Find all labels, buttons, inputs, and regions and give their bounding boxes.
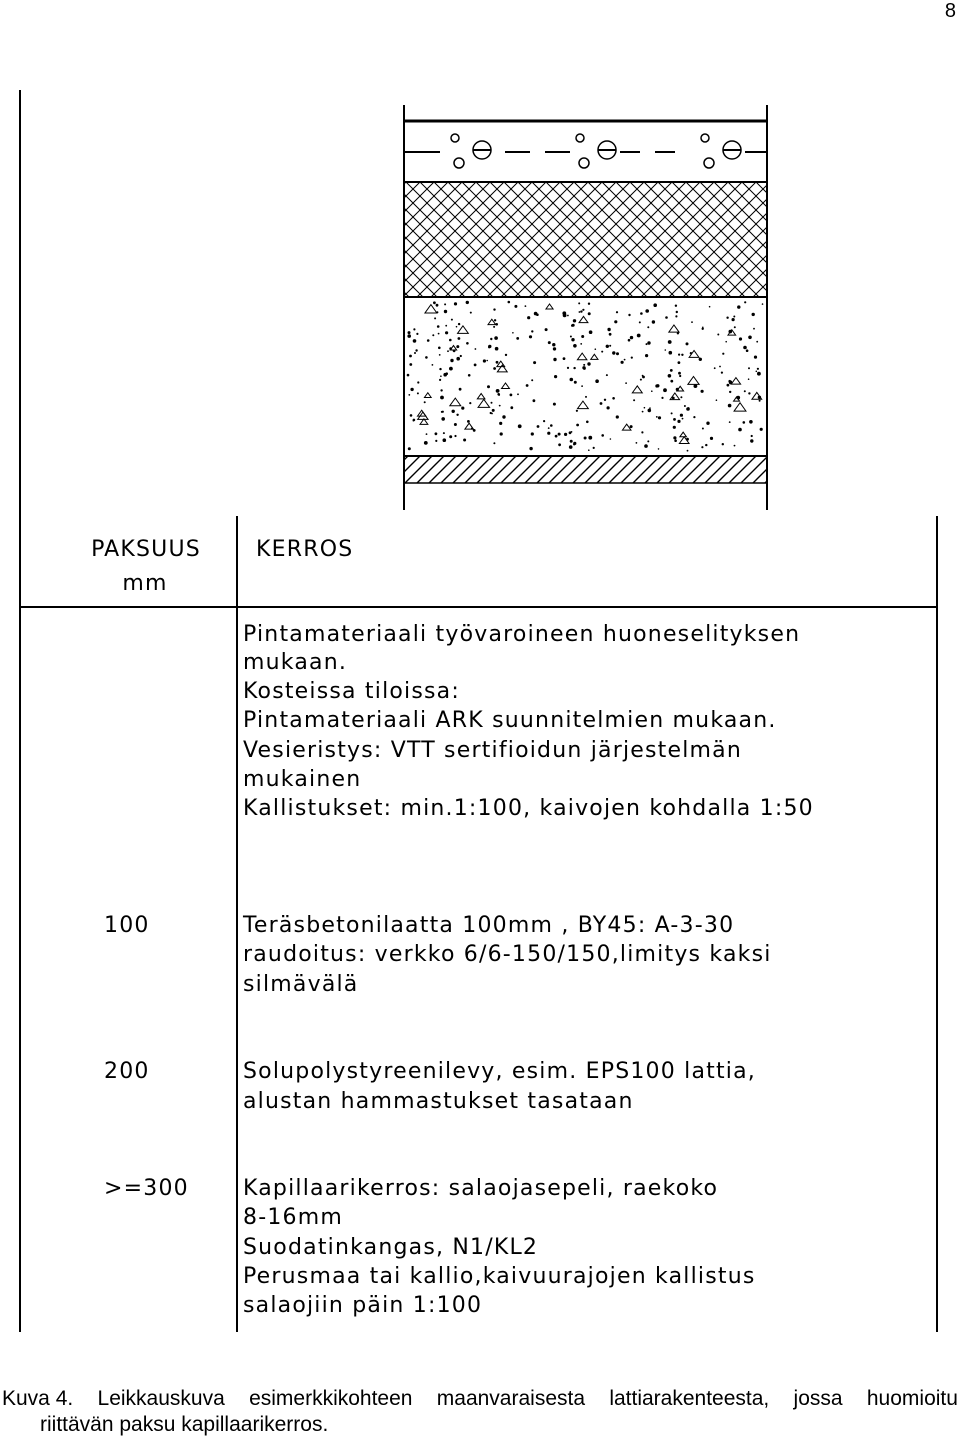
- table-row: [104, 913, 772, 997]
- caption-word: esimerkkikohteen: [249, 1387, 413, 1410]
- layer-text-line: Pintamateriaali ARK suunnitelmien mukaan.: [243, 708, 777, 733]
- gravel-insulation-layer: [407, 301, 764, 452]
- layer-text-line: 8-16mm: [243, 1205, 343, 1230]
- layer-text-line: silmävälä: [243, 972, 359, 997]
- layer-text-line: alustan hammastukset tasataan: [243, 1089, 634, 1114]
- caption-word: huomioitu: [866, 1387, 958, 1410]
- caption-word: jossa: [793, 1387, 843, 1410]
- waterproofing-symbols: [405, 134, 766, 168]
- layer-thickness: 100: [104, 913, 150, 938]
- header-thickness: PAKSUUS: [91, 537, 201, 562]
- caption-word: lattiarakenteesta,: [609, 1387, 770, 1410]
- ground-layer: [405, 457, 766, 483]
- table-row: [104, 1176, 756, 1318]
- header-layer: KERROS: [256, 537, 354, 562]
- concrete-slab-layer: [405, 183, 766, 297]
- layer-text-line: Kallistukset: min.1:100, kaivojen kohdalla 1:50: [243, 796, 814, 821]
- layer-text-line: Teräsbetonilaatta 100mm , BY45: A-3-30: [243, 913, 735, 938]
- layer-text-line: mukaan.: [243, 650, 348, 675]
- surface-layer: [404, 121, 767, 182]
- layer-text-line: raudoitus: verkko 6/6-150/150,limitys kaksi: [243, 942, 772, 967]
- layer-text-line: Suodatinkangas, N1/KL2: [243, 1235, 539, 1260]
- table-row: [104, 1059, 756, 1114]
- section-layers: [404, 105, 767, 510]
- caption-word: maanvaraisesta: [436, 1387, 586, 1410]
- caption-word: Leikkauskuva: [97, 1387, 225, 1410]
- layer-text-line: salaojiin päin 1:100: [243, 1293, 483, 1318]
- caption-line-2: riittävän paksu kapillaarikerros.: [40, 1413, 329, 1436]
- layer-text-line: mukainen: [243, 767, 362, 792]
- layer-text-line: Perusmaa tai kallio,kaivuurajojen kallistus: [243, 1264, 756, 1289]
- layer-text-line: Solupolystyreenilevy, esim. EPS100 lattia,: [243, 1059, 756, 1084]
- layer-text-line: Vesieristys: VTT sertifioidun järjestelmän: [243, 738, 742, 763]
- layer-thickness: 200: [104, 1059, 150, 1084]
- layer-text-line: Kapillaarikerros: salaojasepeli, raekoko: [243, 1176, 719, 1201]
- figure-caption: [0, 1386, 960, 1438]
- layer-text-line: Kosteissa tiloissa:: [243, 679, 460, 704]
- caption-label: Kuva 4.: [2, 1387, 74, 1410]
- header-unit: mm: [122, 571, 168, 596]
- table-row: [243, 622, 814, 821]
- page-number: 8: [944, 0, 956, 22]
- layer-thickness: >=300: [104, 1176, 189, 1201]
- layer-text-line: Pintamateriaali työvaroineen huoneselityksen: [243, 622, 801, 647]
